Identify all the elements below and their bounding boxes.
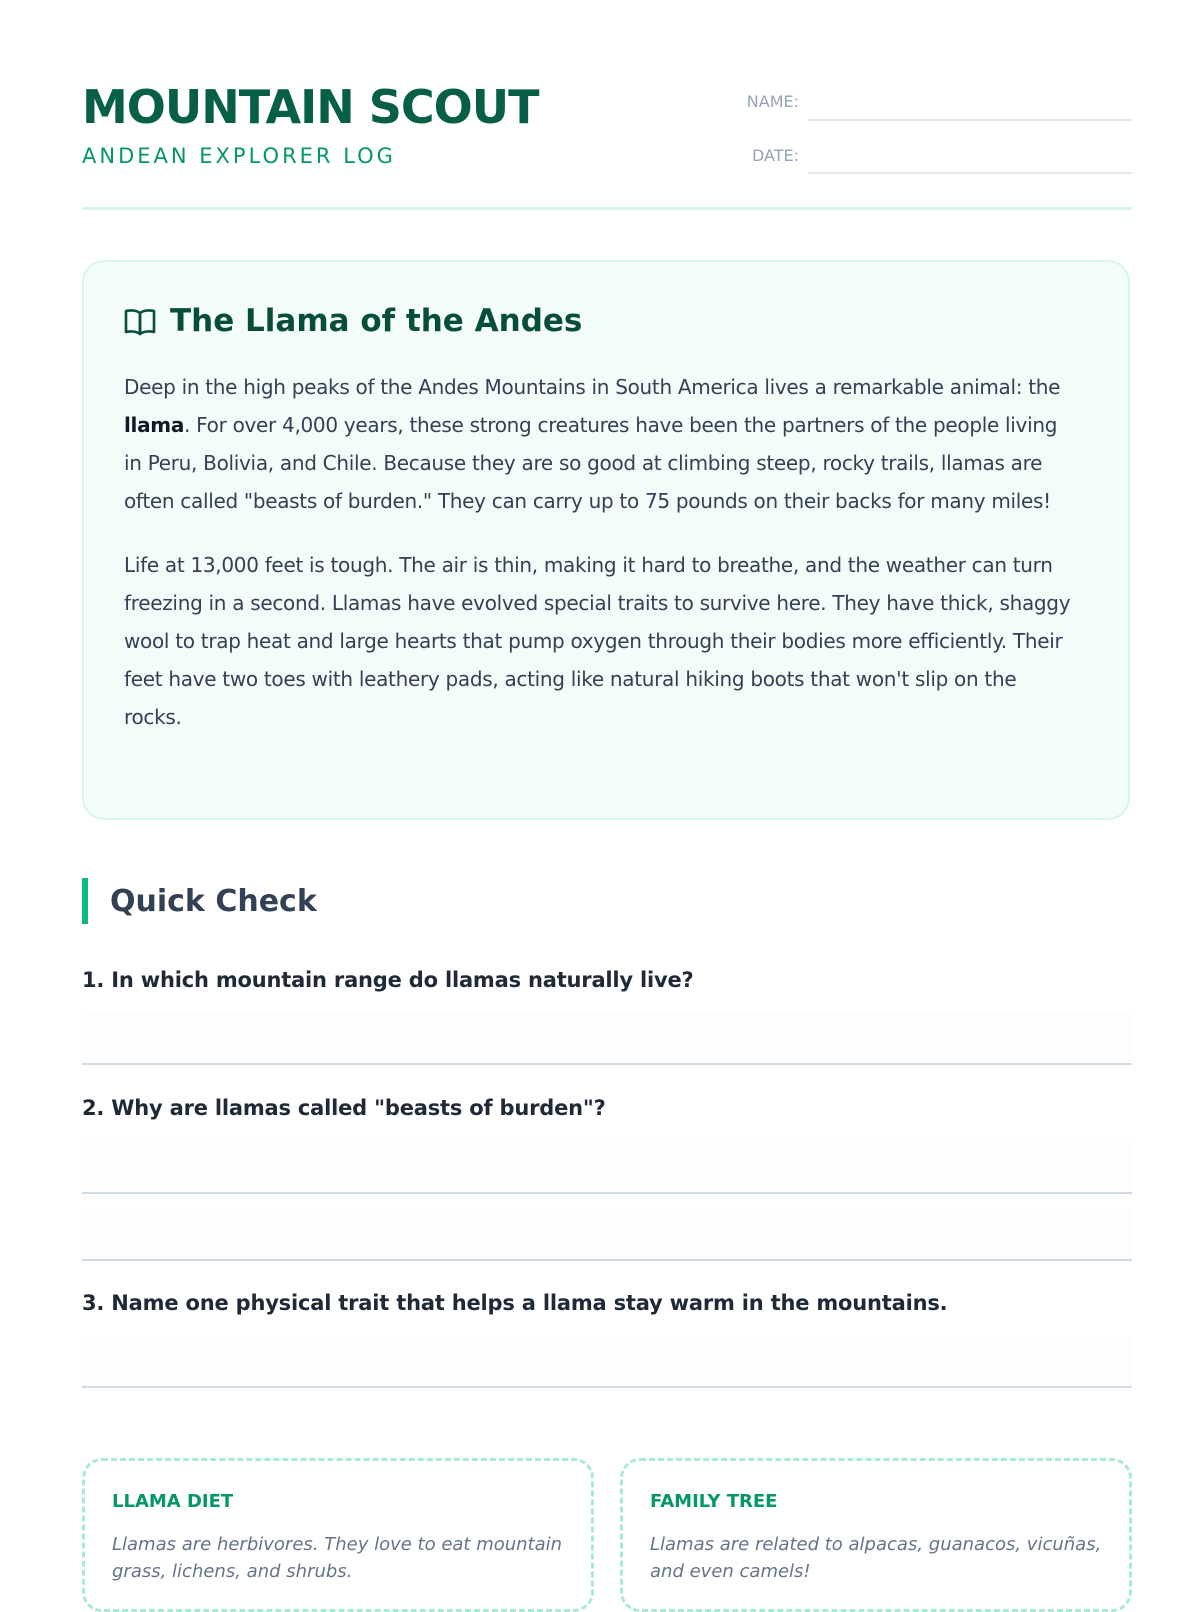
answer-field-1[interactable] xyxy=(82,1013,1132,1065)
reading-body xyxy=(124,368,1074,762)
reading-paragraph-2: Life at 13,000 feet is tough. The air is thin, making it hard to breathe, and the weather can turn freezing in a second. Llamas have evolved special traits to survive here. They have thick, shaggy wool to trap heat and large hearts that pump oxygen through their bodies more efficiently. Their feet have two toes with leathery pads, acting like natural hiking boots that won't slip on the rocks. xyxy=(124,553,1071,729)
reading-paragraph-1 xyxy=(124,368,1074,520)
date-field[interactable] xyxy=(808,172,1132,174)
worksheet-title: MOUNTAIN SCOUT xyxy=(82,80,539,134)
fact-text: Llamas are related to alpacas, guanacos, vicuñas, and even camels! xyxy=(650,1534,1102,1582)
answer-field-2b[interactable] xyxy=(82,1209,1132,1261)
answer-field-2a[interactable] xyxy=(82,1142,1132,1194)
reading-title: The Llama of the Andes xyxy=(170,303,583,339)
question-3: 3. Name one physical trait that helps a llama stay warm in the mountains. xyxy=(82,1291,948,1315)
date-label: DATE: xyxy=(751,146,799,165)
name-label: NAME: xyxy=(746,92,799,111)
paragraph-text: . For over 4,000 years, these strong creatures have been the partners of the people living in Peru, Bolivia, and Chile. Because they are so good at climbing steep, rocky trails, llamas are often called "beasts of burden." They can carry up to 75 pounds on their backs for many miles! xyxy=(124,413,1058,513)
fact-title: LLAMA DIET xyxy=(112,1491,234,1512)
keyword-llama: llama xyxy=(124,413,185,437)
fact-box-diet xyxy=(82,1458,594,1612)
name-field[interactable] xyxy=(808,119,1132,121)
paragraph-text: Deep in the high peaks of the Andes Mountains in South America lives a remarkable animal: the xyxy=(124,375,1061,399)
quick-check-heading: Quick Check xyxy=(82,878,317,924)
fact-title: FAMILY TREE xyxy=(650,1491,778,1512)
book-icon xyxy=(124,308,156,336)
fact-text: Llamas are herbivores. They love to eat mountain grass, lichens, and shrubs. xyxy=(112,1534,563,1582)
answer-field-3[interactable] xyxy=(82,1336,1132,1388)
fact-box-family xyxy=(620,1458,1132,1612)
worksheet-subtitle: ANDEAN EXPLORER LOG xyxy=(82,144,396,168)
question-2: 2. Why are llamas called "beasts of burden"? xyxy=(82,1096,606,1120)
worksheet-header xyxy=(82,0,1132,210)
question-1: 1. In which mountain range do llamas naturally live? xyxy=(82,968,694,992)
reading-card xyxy=(82,260,1130,820)
reading-title-row xyxy=(124,303,583,339)
